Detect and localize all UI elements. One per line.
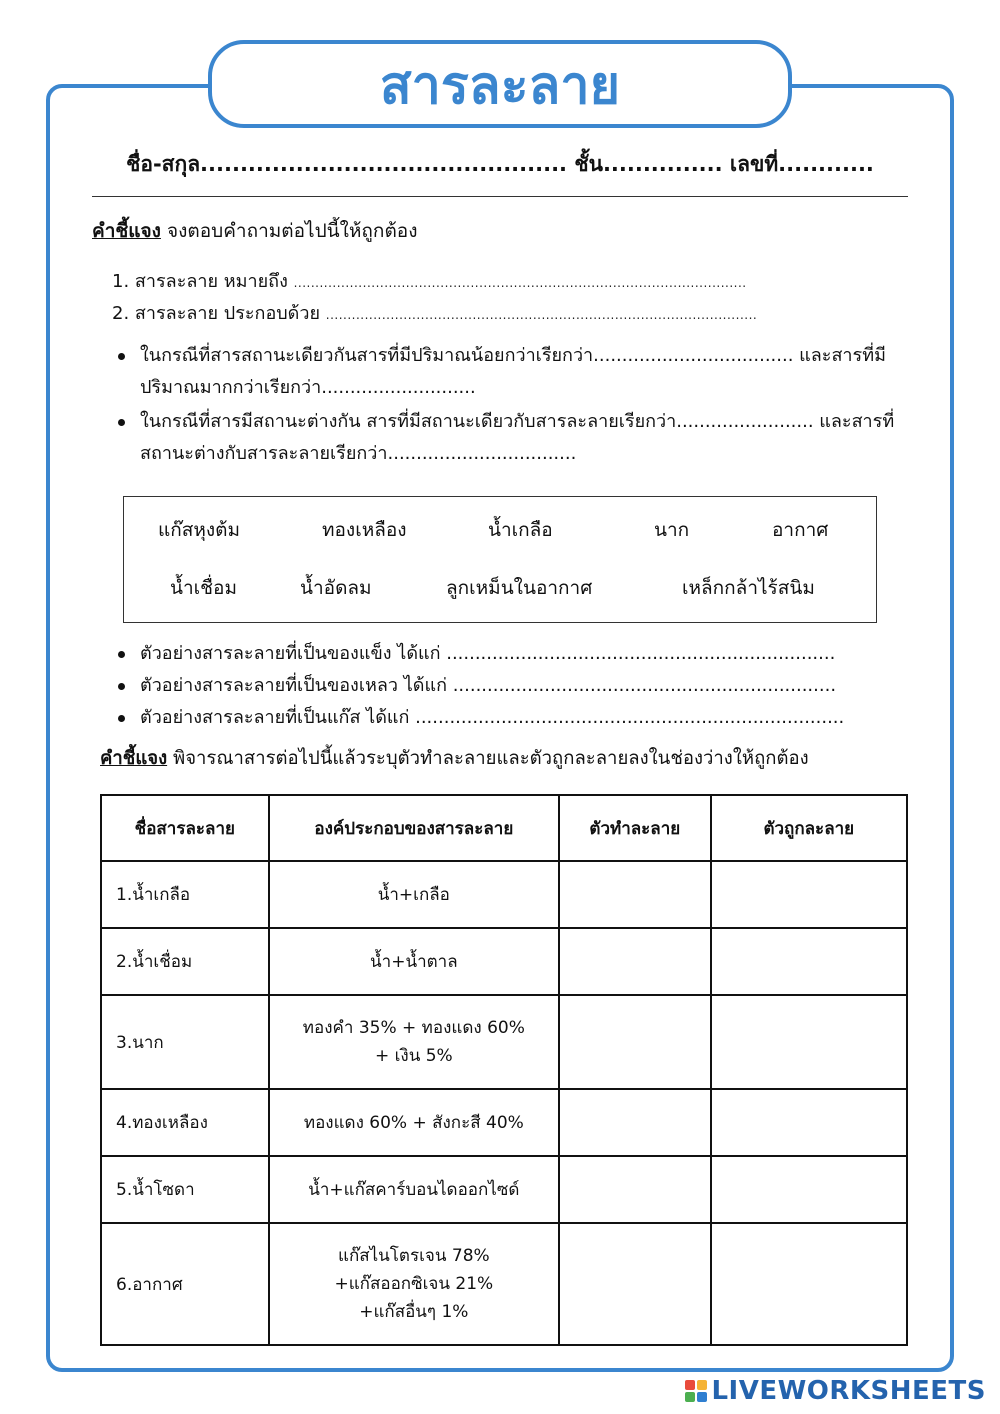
instruction-2-label: คำชี้แจง <box>100 748 168 769</box>
solution-name: 6.อากาศ <box>101 1223 269 1345</box>
bullet-item[interactable]: ตัวอย่างสารละลายที่เป็นแก๊ส ได้แก่ ........................................................................... <box>116 702 916 734</box>
composition: แก๊สไนโตรเจน 78% +แก๊สออกซิเจน 21% +แก๊สอื่นๆ 1% <box>269 1223 559 1345</box>
solvent-answer-cell[interactable] <box>559 928 711 995</box>
solution-name: 1.น้ำเกลือ <box>101 861 269 928</box>
table-row <box>101 928 907 995</box>
composition: น้ำ+น้ำตาล <box>269 928 559 995</box>
question-number: 1. <box>112 271 130 292</box>
composition: ทองแดง 60% + สังกะสี 40% <box>269 1089 559 1156</box>
table-row <box>101 1089 907 1156</box>
composition: ทองคำ 35% + ทองแดง 60% + เงิน 5% <box>269 995 559 1089</box>
solution-name: 5.น้ำโซดา <box>101 1156 269 1223</box>
numbered-questions <box>112 266 812 330</box>
bullet-item[interactable]: ในกรณีที่สารมีสถานะต่างกัน สารที่มีสถานะเดียวกับสารละลายเรียกว่า........................ และสารที่สถานะต่างกับสารละลายเรียกว่า................................. <box>116 406 906 470</box>
instruction-1-text: จงตอบคำถามต่อไปนี้ให้ถูกต้อง <box>160 220 418 242</box>
liveworksheets-logo <box>685 1374 986 1408</box>
logo-square <box>697 1392 707 1402</box>
logo-square <box>685 1392 695 1402</box>
instruction-2-text: พิจารณาสารต่อไปนี้แล้วระบุตัวทำละลายและตัวถูกละลายลงในช่องว่างให้ถูกต้อง <box>167 748 809 769</box>
answer-blank[interactable]: .................................................................................................... <box>325 308 758 322</box>
divider <box>92 196 908 197</box>
student-info-line[interactable]: ชื่อ-สกุล.............................................. ชั้น............... เลขที่............ <box>126 152 874 176</box>
word-bank-item: นาก <box>654 519 690 541</box>
solvent-answer-cell[interactable] <box>559 995 711 1089</box>
table-row <box>101 861 907 928</box>
word-bank-item: อากาศ <box>772 519 829 541</box>
solution-name: 2.น้ำเชื่อม <box>101 928 269 995</box>
bullet-item[interactable]: ในกรณีที่สารสถานะเดียวกันสารที่มีปริมาณน้อยกว่าเรียกว่า................................... และสารที่มีปริมาณมากกว่าเรียกว่า........................... <box>116 340 906 404</box>
bullet-list-b <box>116 638 916 734</box>
header-solution-name: ชื่อสารละลาย <box>101 795 269 861</box>
table-row <box>101 1156 907 1223</box>
solute-answer-cell[interactable] <box>711 1089 907 1156</box>
solution-name: 3.นาก <box>101 995 269 1089</box>
word-bank-item: น้ำอัดลม <box>300 577 372 599</box>
solvent-answer-cell[interactable] <box>559 1156 711 1223</box>
solution-table <box>100 794 908 1346</box>
solute-answer-cell[interactable] <box>711 1223 907 1345</box>
word-bank-item: แก๊สหุงต้ม <box>158 519 241 541</box>
question-1 <box>112 266 812 298</box>
instruction-1-label: คำชี้แจง <box>92 220 161 242</box>
question-text: สารละลาย หมายถึง <box>134 271 294 292</box>
answer-blank[interactable]: ......................................................................................................... <box>293 276 747 290</box>
word-bank-item: ทองเหลือง <box>322 519 407 541</box>
logo-square <box>697 1380 707 1390</box>
solvent-answer-cell[interactable] <box>559 861 711 928</box>
solute-answer-cell[interactable] <box>711 1156 907 1223</box>
table-header-row <box>101 795 907 861</box>
header-composition: องค์ประกอบของสารละลาย <box>269 795 559 861</box>
bullet-item[interactable]: ตัวอย่างสารละลายที่เป็นของแข็ง ได้แก่ .................................................................... <box>116 638 916 670</box>
page-title: สารละลาย <box>379 55 621 116</box>
header-solvent: ตัวทำละลาย <box>559 795 711 861</box>
bullet-list-a <box>116 340 906 470</box>
title-banner <box>208 40 792 128</box>
solute-answer-cell[interactable] <box>711 861 907 928</box>
solution-name: 4.ทองเหลือง <box>101 1089 269 1156</box>
solvent-answer-cell[interactable] <box>559 1223 711 1345</box>
solute-answer-cell[interactable] <box>711 928 907 995</box>
table-row <box>101 995 907 1089</box>
question-text: สารละลาย ประกอบด้วย <box>134 303 326 324</box>
solvent-answer-cell[interactable] <box>559 1089 711 1156</box>
question-number: 2. <box>112 303 130 324</box>
word-bank-item: เหล็กกล้าไร้สนิม <box>682 577 815 599</box>
table-row <box>101 1223 907 1345</box>
instruction-2 <box>100 744 809 773</box>
question-2 <box>112 298 812 330</box>
solute-answer-cell[interactable] <box>711 995 907 1089</box>
brand-text: LIVEWORKSHEETS <box>711 1376 986 1406</box>
liveworksheets-logo-icon <box>685 1380 707 1402</box>
logo-square <box>685 1380 695 1390</box>
word-bank-box <box>123 496 877 623</box>
composition: น้ำ+เกลือ <box>269 861 559 928</box>
word-bank-item: น้ำเกลือ <box>488 519 553 541</box>
word-bank-item: ลูกเหม็นในอากาศ <box>446 577 593 599</box>
instruction-1 <box>92 216 417 246</box>
header-solute: ตัวถูกละลาย <box>711 795 907 861</box>
composition: น้ำ+แก๊สคาร์บอนไดออกไซด์ <box>269 1156 559 1223</box>
bullet-item[interactable]: ตัวอย่างสารละลายที่เป็นของเหลว ได้แก่ ................................................................... <box>116 670 916 702</box>
word-bank-item: น้ำเชื่อม <box>170 577 237 599</box>
